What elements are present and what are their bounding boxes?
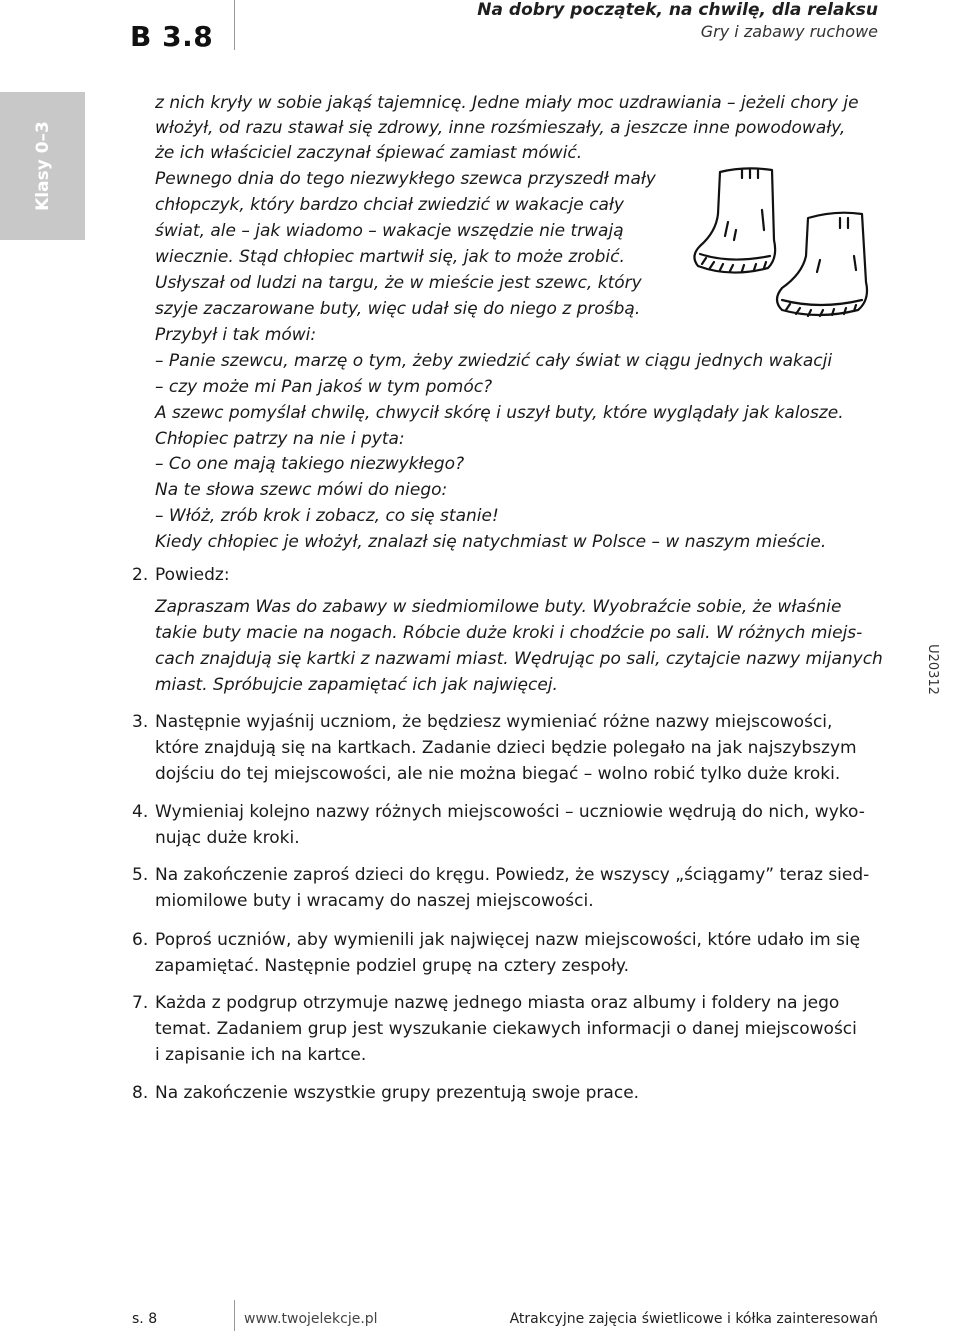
- step-line: takie buty macie na nogach. Róbcie duże kroki i chodźcie po sali. W różnych miejs-: [155, 623, 863, 643]
- story-line: Kiedy chłopiec je włożył, znalazł się natychmiast w Polsce – w naszym mieście.: [155, 532, 827, 552]
- step-line: zapamiętać. Następnie podziel grupę na cztery zespoły.: [155, 956, 629, 976]
- story-line: świat, ale – jak wiadomo – wakacje wszędzie nie trwają: [155, 221, 624, 241]
- step-line: miast. Spróbujcie zapamiętać ich jak najwięcej.: [155, 675, 558, 695]
- step-line: Następnie wyjaśnij uczniom, że będziesz wymieniać różne nazwy miejscowości,: [155, 712, 833, 732]
- step-line: nując duże kroki.: [155, 828, 300, 848]
- step-line: Zapraszam Was do zabawy w siedmiomilowe buty. Wyobraźcie sobie, że właśnie: [155, 597, 842, 617]
- step-number: 2.: [132, 565, 149, 585]
- step-line: cach znajdują się kartki z nazwami miast. Wędrując po sali, czytajcie nazwy mijanych: [155, 649, 883, 669]
- story-line: Na te słowa szewc mówi do niego:: [155, 480, 448, 500]
- side-tab: [0, 92, 85, 240]
- step-line: temat. Zadaniem grup jest wyszukanie ciekawych informacji o danej miejscowości: [155, 1019, 857, 1039]
- step-line: miomilowe buty i wracamy do naszej miejscowości.: [155, 891, 594, 911]
- story-line: – Co one mają takiego niezwykłego?: [155, 454, 465, 474]
- side-doc-code: U20312: [925, 644, 941, 695]
- story-line: – czy może mi Pan jakoś w tym pomóc?: [155, 377, 493, 397]
- story-line: z nich kryły w sobie jakąś tajemnicę. Jedne miały moc uzdrawiania – jeżeli chory je: [155, 93, 859, 113]
- footer-divider: [234, 1300, 235, 1331]
- step-line: Powiedz:: [155, 565, 230, 585]
- side-tab-label: Klasy 0–3: [32, 121, 53, 211]
- story-line: – Panie szewcu, marzę o tym, żeby zwiedzić cały świat w ciągu jednych wakacji: [155, 351, 833, 371]
- story-line: Chłopiec patrzy na nie i pyta:: [155, 429, 405, 449]
- story-line: Pewnego dnia do tego niezwykłego szewca przyszedł mały: [155, 169, 656, 189]
- footer-url[interactable]: www.twojelekcje.pl: [244, 1311, 378, 1327]
- story-line: A szewc pomyślał chwilę, chwycił skórę i uszył buty, które wyglądały jak kalosze.: [155, 403, 844, 423]
- page-number: s. 8: [132, 1311, 158, 1327]
- section-code: B 3.8: [130, 20, 214, 53]
- header-title: Na dobry początek, na chwilę, dla relaksu: [477, 0, 878, 20]
- step-number: 3.: [132, 712, 149, 732]
- story-line: wiecznie. Stąd chłopiec martwił się, jak to może zrobić.: [155, 247, 625, 267]
- story-line: Przybył i tak mówi:: [155, 325, 317, 345]
- header-divider: [234, 0, 235, 50]
- header-subtitle: Gry i zabawy ruchowe: [700, 22, 878, 41]
- step-number: 6.: [132, 930, 149, 950]
- story-line: – Włóż, zrób krok i zobacz, co się stanie!: [155, 506, 499, 526]
- step-line: Wymieniaj kolejno nazwy różnych miejscowości – uczniowie wędrują do nich, wyko-: [155, 802, 865, 822]
- step-line: które znajdują się na kartkach. Zadanie dzieci będzie polegało na jak najszybszym: [155, 738, 857, 758]
- step-number: 7.: [132, 993, 149, 1013]
- step-number: 8.: [132, 1083, 149, 1103]
- step-line: i zapisanie ich na kartce.: [155, 1045, 367, 1065]
- step-number: 5.: [132, 865, 149, 885]
- step-number: 4.: [132, 802, 149, 822]
- story-line: włożył, od razu stawał się zdrowy, inne rozśmieszały, a jeszcze inne powodowały,: [155, 118, 846, 138]
- story-line: chłopczyk, który bardzo chciał zwiedzić w wakacje cały: [155, 195, 624, 215]
- step-line: Każda z podgrup otrzymuje nazwę jednego miasta oraz albumy i foldery na jego: [155, 993, 840, 1013]
- step-line: Na zakończenie wszystkie grupy prezentują swoje prace.: [155, 1083, 640, 1103]
- story-line: szyje zaczarowane buty, więc udał się do niego z prośbą.: [155, 299, 641, 319]
- step-line: dojściu do tej miejscowości, ale nie można biegać – wolno robić tylko duże kroki.: [155, 764, 841, 784]
- step-line: Poproś uczniów, aby wymienili jak najwięcej nazw miejscowości, które udało im się: [155, 930, 861, 950]
- footer-title: Atrakcyjne zajęcia świetlicowe i kółka zainteresowań: [509, 1311, 878, 1327]
- step-line: Na zakończenie zaproś dzieci do kręgu. Powiedz, że wszyscy „ściągamy” teraz sied-: [155, 865, 870, 885]
- boots-illustration-icon: [690, 160, 895, 328]
- story-line: Usłyszał od ludzi na targu, że w mieście jest szewc, który: [155, 273, 642, 293]
- story-line: że ich właściciel zaczynał śpiewać zamiast mówić.: [155, 143, 583, 163]
